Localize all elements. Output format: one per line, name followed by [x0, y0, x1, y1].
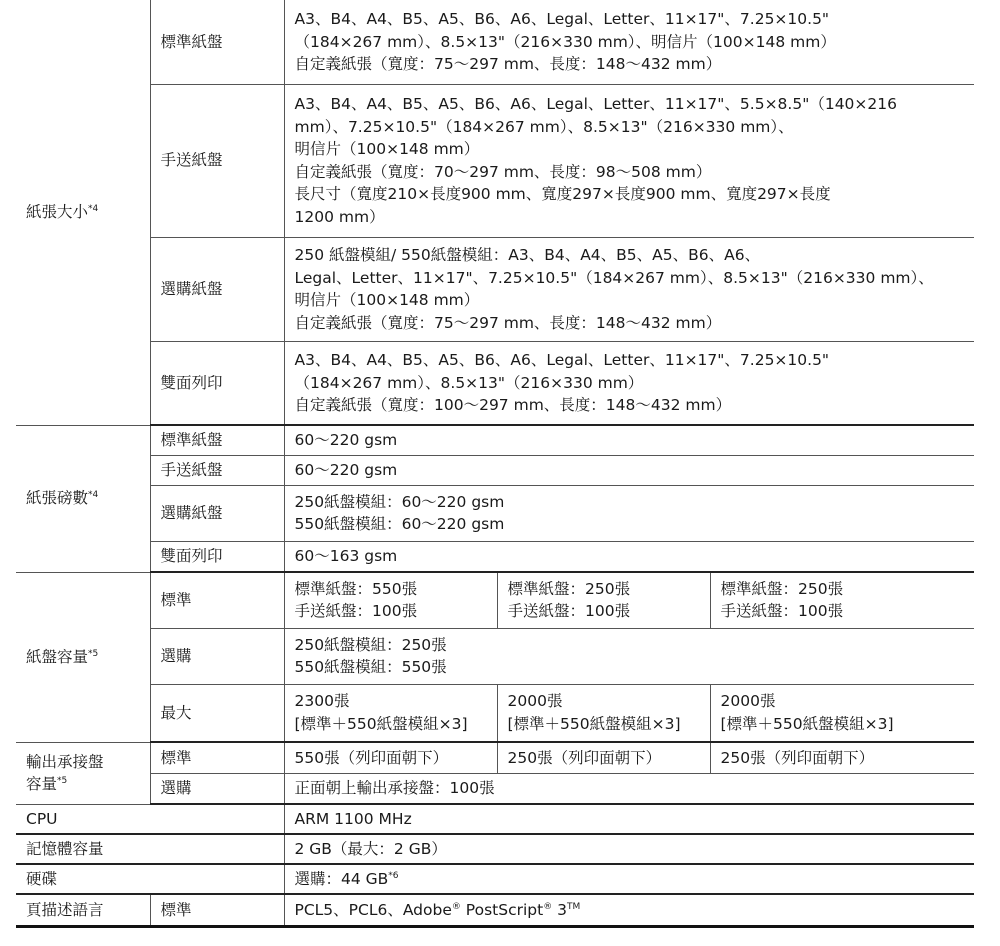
tray-standard-col-1: 標準紙盤：550張 手送紙盤：100張 [284, 572, 497, 628]
memory-label: 記憶體容量 [16, 834, 284, 864]
cpu-row [16, 804, 974, 834]
sub-label: 選購紙盤 [150, 237, 284, 341]
pdl-label: 頁描述語言 [16, 894, 150, 926]
sub-label: 選購紙盤 [150, 485, 284, 541]
pdl-row [16, 894, 974, 926]
tray-capacity-row-standard [16, 572, 974, 628]
sub-label: 選購 [150, 773, 284, 804]
paper-weight-label: 紙張磅數$^{*4}$ [16, 425, 150, 572]
paper-size-row-standard [16, 0, 974, 84]
memory-row [16, 834, 974, 864]
output-tray-row-standard [16, 742, 974, 773]
cpu-value: ARM 1100 MHz [284, 804, 974, 834]
paper-size-row-optional [16, 237, 974, 341]
paper-size-manual-value: A3、B4、A4、B5、A5、B6、A6、Legal、Letter、11×17"、5.5×8.5"（140×216 mm）、7.25×10.5"（184×267 mm）、8.5×13"（216×330 mm）、 明信片（100×148 mm） 自定義紙張（寬度：70～297 mm、長度：98～508 mm） 長尺寸（寬度210×長度900 mm、寬度297×長度900 mm、寬度297×長度 1200 mm） [284, 84, 974, 237]
sub-label: 標準 [150, 742, 284, 773]
paper-weight-optional-value: 250紙盤模組：60～220 gsm 550紙盤模組：60～220 gsm [284, 485, 974, 541]
tray-standard-col-3: 標準紙盤：250張 手送紙盤：100張 [710, 572, 974, 628]
output-optional-value: 正面朝上輸出承接盤：100張 [284, 773, 974, 804]
spec-table [16, 0, 974, 928]
hdd-row [16, 864, 974, 894]
sub-label: 標準紙盤 [150, 425, 284, 455]
output-standard-col-2: 250張（列印面朝下） [497, 742, 710, 773]
paper-weight-row-standard [16, 425, 974, 455]
paper-size-duplex-value: A3、B4、A4、B5、A5、B6、A6、Legal、Letter、11×17"、7.25×10.5" （184×267 mm）、8.5×13"（216×330 mm） 自定義紙張（寬度：100～297 mm、長度：148～432 mm） [284, 341, 974, 425]
paper-weight-standard-value: 60～220 gsm [284, 425, 974, 455]
output-tray-row-optional [16, 773, 974, 804]
pdl-value: PCL5、PCL6、Adobe® PostScript® 3™ [284, 894, 974, 926]
paper-weight-row-manual [16, 455, 974, 485]
tray-maximum-col-3: 2000張 [標準＋550紙盤模組×3] [710, 684, 974, 742]
memory-value: 2 GB（最大：2 GB） [284, 834, 974, 864]
sub-label: 標準 [150, 572, 284, 628]
sub-label: 雙面列印 [150, 341, 284, 425]
tray-maximum-col-2: 2000張 [標準＋550紙盤模組×3] [497, 684, 710, 742]
output-tray-label: 輸出承接盤 容量$^{*5}$ [16, 742, 150, 804]
paper-weight-row-duplex [16, 541, 974, 572]
sub-label: 手送紙盤 [150, 455, 284, 485]
cpu-label: CPU [16, 804, 284, 834]
paper-weight-row-optional [16, 485, 974, 541]
tray-standard-col-2: 標準紙盤：250張 手送紙盤：100張 [497, 572, 710, 628]
output-standard-col-3: 250張（列印面朝下） [710, 742, 974, 773]
sub-label: 手送紙盤 [150, 84, 284, 237]
paper-weight-manual-value: 60～220 gsm [284, 455, 974, 485]
hdd-label: 硬碟 [16, 864, 284, 894]
tray-capacity-row-maximum [16, 684, 974, 742]
hdd-value: 選購：44 GB$^{*6}$ [284, 864, 974, 894]
paper-size-label: 紙張大小$^{*4}$ [16, 0, 150, 425]
paper-weight-duplex-value: 60～163 gsm [284, 541, 974, 572]
tray-maximum-col-1: 2300張 [標準＋550紙盤模組×3] [284, 684, 497, 742]
sub-label: 標準紙盤 [150, 0, 284, 84]
tray-capacity-row-optional [16, 628, 974, 684]
sub-label: 雙面列印 [150, 541, 284, 572]
paper-size-row-duplex [16, 341, 974, 425]
tray-capacity-label: 紙盤容量$^{*5}$ [16, 572, 150, 742]
sub-label: 標準 [150, 894, 284, 926]
output-standard-col-1: 550張（列印面朝下） [284, 742, 497, 773]
paper-size-row-manual [16, 84, 974, 237]
paper-size-optional-value: 250 紙盤模組/ 550紙盤模組：A3、B4、A4、B5、A5、B6、A6、 Legal、Letter、11×17"、7.25×10.5"（184×267 mm）、8.5×13"（216×330 mm）、 明信片（100×148 mm） 自定義紙張（寬度：75～297 mm、長度：148～432 mm） [284, 237, 974, 341]
tray-optional-value: 250紙盤模組：250張 550紙盤模組：550張 [284, 628, 974, 684]
sub-label: 最大 [150, 684, 284, 742]
sub-label: 選購 [150, 628, 284, 684]
paper-size-standard-value: A3、B4、A4、B5、A5、B6、A6、Legal、Letter、11×17"、7.25×10.5" （184×267 mm）、8.5×13"（216×330 mm）、明信片（100×148 mm） 自定義紙張（寬度：75～297 mm、長度：148～432 mm） [284, 0, 974, 84]
